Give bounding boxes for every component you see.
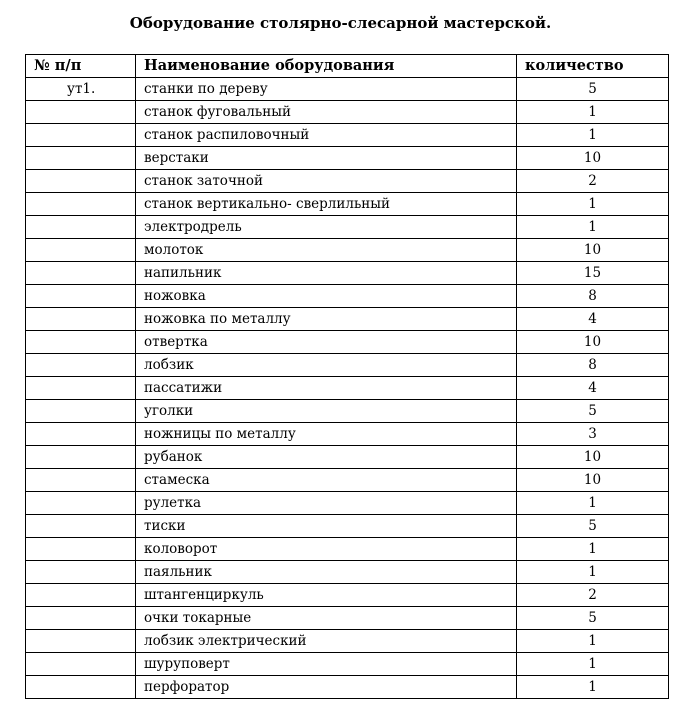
equipment-name-cell: электродрель	[136, 216, 517, 239]
table-row	[26, 630, 669, 653]
quantity-cell: 5	[517, 78, 669, 101]
quantity-cell: 5	[517, 607, 669, 630]
row-number-cell	[26, 400, 136, 423]
table-row	[26, 607, 669, 630]
table-body	[26, 78, 669, 699]
quantity-cell: 1	[517, 492, 669, 515]
equipment-name-cell: станок фуговальный	[136, 101, 517, 124]
table-row	[26, 331, 669, 354]
quantity-cell: 1	[517, 193, 669, 216]
table-row	[26, 377, 669, 400]
quantity-cell: 1	[517, 124, 669, 147]
table-row	[26, 446, 669, 469]
quantity-cell: 5	[517, 400, 669, 423]
row-number-cell: ут1.	[26, 78, 136, 101]
equipment-name-cell: пассатижи	[136, 377, 517, 400]
quantity-cell: 15	[517, 262, 669, 285]
quantity-cell: 10	[517, 469, 669, 492]
quantity-cell: 1	[517, 538, 669, 561]
row-number-cell	[26, 423, 136, 446]
row-number-cell	[26, 285, 136, 308]
table-row	[26, 285, 669, 308]
quantity-cell: 2	[517, 584, 669, 607]
table-row	[26, 584, 669, 607]
row-number-cell	[26, 377, 136, 400]
row-number-cell	[26, 147, 136, 170]
row-number-cell	[26, 124, 136, 147]
row-number-cell	[26, 331, 136, 354]
quantity-cell: 1	[517, 561, 669, 584]
header-name: Наименование оборудования	[136, 55, 517, 78]
table-row	[26, 561, 669, 584]
equipment-name-cell: лобзик электрический	[136, 630, 517, 653]
equipment-name-cell: станки по дереву	[136, 78, 517, 101]
table-row	[26, 170, 669, 193]
quantity-cell: 5	[517, 515, 669, 538]
equipment-name-cell: паяльник	[136, 561, 517, 584]
equipment-name-cell: станок заточной	[136, 170, 517, 193]
table-row	[26, 239, 669, 262]
quantity-cell: 10	[517, 147, 669, 170]
equipment-name-cell: коловорот	[136, 538, 517, 561]
row-number-cell	[26, 607, 136, 630]
row-number-cell	[26, 561, 136, 584]
table-row	[26, 515, 669, 538]
document-title: Оборудование столярно-слесарной мастерской.	[129, 14, 552, 32]
quantity-cell: 1	[517, 101, 669, 124]
table-header-row	[26, 55, 669, 78]
header-num: № п/п	[26, 55, 136, 78]
table-row	[26, 216, 669, 239]
row-number-cell	[26, 354, 136, 377]
row-number-cell	[26, 308, 136, 331]
quantity-cell: 2	[517, 170, 669, 193]
equipment-name-cell: уголки	[136, 400, 517, 423]
table-row	[26, 354, 669, 377]
row-number-cell	[26, 676, 136, 699]
row-number-cell	[26, 515, 136, 538]
equipment-name-cell: штангенциркуль	[136, 584, 517, 607]
table-row	[26, 308, 669, 331]
table-row	[26, 193, 669, 216]
row-number-cell	[26, 193, 136, 216]
row-number-cell	[26, 446, 136, 469]
quantity-cell: 10	[517, 239, 669, 262]
quantity-cell: 1	[517, 216, 669, 239]
table-row	[26, 262, 669, 285]
table-row	[26, 400, 669, 423]
equipment-name-cell: рулетка	[136, 492, 517, 515]
row-number-cell	[26, 630, 136, 653]
row-number-cell	[26, 239, 136, 262]
header-qty: количество	[517, 55, 669, 78]
equipment-name-cell: шуруповерт	[136, 653, 517, 676]
quantity-cell: 1	[517, 676, 669, 699]
quantity-cell: 4	[517, 377, 669, 400]
equipment-name-cell: очки токарные	[136, 607, 517, 630]
equipment-name-cell: верстаки	[136, 147, 517, 170]
equipment-name-cell: станок распиловочный	[136, 124, 517, 147]
equipment-name-cell: ножницы по металлу	[136, 423, 517, 446]
row-number-cell	[26, 584, 136, 607]
equipment-name-cell: стамеска	[136, 469, 517, 492]
row-number-cell	[26, 492, 136, 515]
table-row	[26, 147, 669, 170]
equipment-name-cell: станок вертикально- сверлильный	[136, 193, 517, 216]
equipment-name-cell: ножовка	[136, 285, 517, 308]
equipment-name-cell: перфоратор	[136, 676, 517, 699]
equipment-name-cell: напильник	[136, 262, 517, 285]
table-row	[26, 492, 669, 515]
quantity-cell: 1	[517, 653, 669, 676]
equipment-name-cell: молоток	[136, 239, 517, 262]
quantity-cell: 8	[517, 285, 669, 308]
row-number-cell	[26, 538, 136, 561]
row-number-cell	[26, 170, 136, 193]
table-row	[26, 78, 669, 101]
row-number-cell	[26, 216, 136, 239]
quantity-cell: 1	[517, 630, 669, 653]
quantity-cell: 8	[517, 354, 669, 377]
row-number-cell	[26, 653, 136, 676]
quantity-cell: 10	[517, 331, 669, 354]
table-row	[26, 101, 669, 124]
quantity-cell: 4	[517, 308, 669, 331]
row-number-cell	[26, 469, 136, 492]
row-number-cell	[26, 101, 136, 124]
table-row	[26, 653, 669, 676]
equipment-name-cell: тиски	[136, 515, 517, 538]
equipment-name-cell: отвертка	[136, 331, 517, 354]
equipment-name-cell: рубанок	[136, 446, 517, 469]
table-row	[26, 423, 669, 446]
equipment-name-cell: лобзик	[136, 354, 517, 377]
quantity-cell: 10	[517, 446, 669, 469]
quantity-cell: 3	[517, 423, 669, 446]
table-row	[26, 538, 669, 561]
table-row	[26, 124, 669, 147]
table-row	[26, 676, 669, 699]
equipment-table	[25, 54, 669, 699]
row-number-cell	[26, 262, 136, 285]
table-row	[26, 469, 669, 492]
equipment-name-cell: ножовка по металлу	[136, 308, 517, 331]
